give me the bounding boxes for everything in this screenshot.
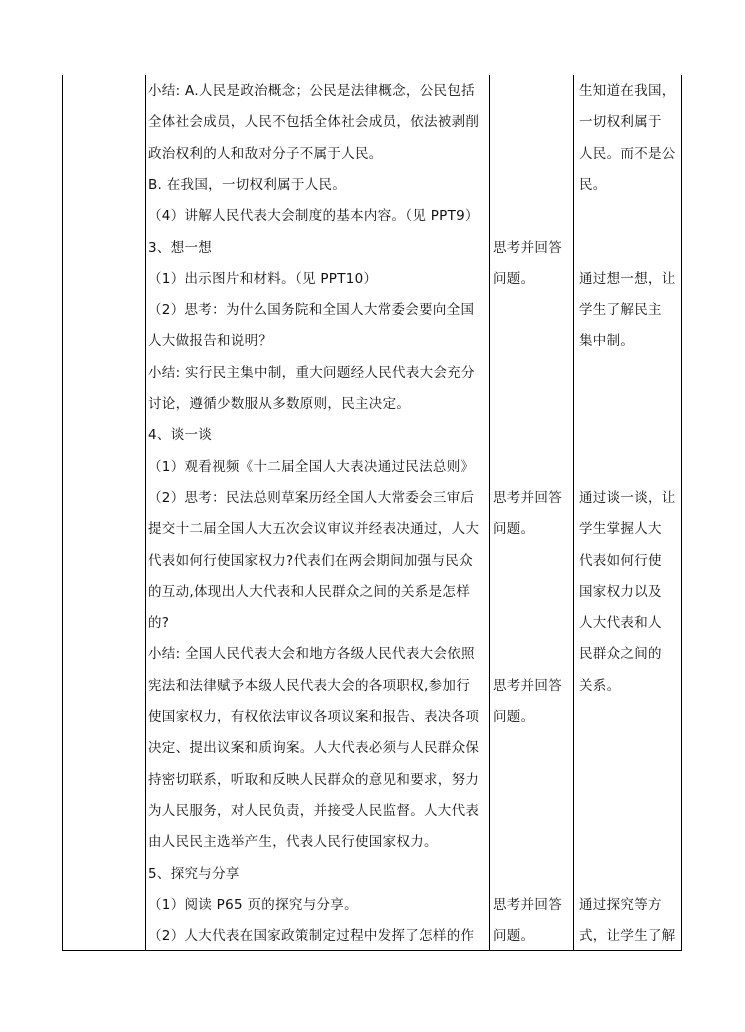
teacher-activity-line: 小结: 全国人民代表大会和地方各级人民代表大会依照 — [148, 646, 475, 663]
design-purpose-line: 国家权力以及 — [579, 583, 662, 600]
design-purpose-cell — [574, 75, 683, 950]
teacher-activity-line: （4）讲解人民代表大会制度的基本内容。（见 PPT9） — [148, 208, 479, 225]
teacher-activity-line: 为人民服务，对人民负责，并接受人民监督。人大代表 — [148, 802, 480, 819]
student-activity-line: 问题。 — [493, 270, 535, 287]
student-activity-line: 思考并回答 — [493, 489, 562, 506]
design-purpose-line: 生知道在我国， — [579, 83, 676, 99]
teacher-activity-line: 5、探究与分享 — [148, 865, 240, 882]
student-activity-line: 思考并回答 — [493, 896, 562, 913]
teacher-activity-line: 的? — [148, 615, 170, 632]
teacher-activity-line: （2）思考：民法总则草案历经全国人大常委会三审后 — [148, 489, 475, 506]
teacher-activity-line: （1）阅读 P65 页的探究与分享。 — [148, 896, 358, 913]
student-activity-cell — [490, 75, 573, 950]
teacher-activity-line: 宪法和法律赋予本级人民代表大会的各项职权,参加行 — [148, 677, 470, 694]
design-purpose-line: 通过探究等方 — [579, 896, 662, 913]
teacher-activity-line: B. 在我国，一切权利属于人民。 — [148, 176, 347, 193]
teacher-activity-line: 政治权利的人和敌对分子不属于人民。 — [148, 145, 383, 162]
teacher-activity-cell — [146, 75, 489, 950]
design-purpose-line: 集中制。 — [579, 333, 635, 350]
teacher-activity-line: 全体社会成员，人民不包括全体社会成员，依法被剥削 — [148, 114, 480, 131]
teacher-activity-line: 持密切联系，听取和反映人民群众的意见和要求，努力 — [148, 771, 480, 788]
stage-cell — [63, 75, 145, 950]
design-purpose-line: 通过想一想，让 — [579, 270, 676, 287]
teacher-activity-line: 3、想一想 — [148, 239, 213, 256]
teacher-activity-line: 决定、提出议案和质询案。人大代表必须与人民群众保 — [148, 740, 480, 757]
design-purpose-line: 人大代表和人 — [579, 615, 662, 632]
teacher-activity-line: 讨论，遵循少数服从多数原则，民主决定。 — [148, 396, 411, 412]
teacher-activity-line: 使国家权力，有权依法审议各项议案和报告、表决各项 — [148, 709, 480, 725]
design-purpose-line: 民。 — [579, 176, 607, 193]
design-purpose-line: 学生掌握人大 — [579, 521, 662, 538]
design-purpose-line: 人民。而不是公 — [579, 145, 676, 162]
design-purpose-line: 代表如何行使 — [579, 552, 662, 569]
teacher-activity-line: （1）观看视频《十二届全国人大表决通过民法总则》 — [148, 458, 475, 475]
teacher-activity-line: （2）人大代表在国家政策制定过程中发挥了怎样的作 — [148, 928, 475, 945]
teacher-activity-line: 小结: A.人民是政治概念；公民是法律概念，公民包括 — [148, 83, 475, 99]
design-purpose-line: 一切权利属于 — [579, 114, 662, 131]
teacher-activity-line: 4、谈一谈 — [148, 427, 213, 444]
student-activity-line: 问题。 — [493, 709, 535, 725]
student-activity-line: 问题。 — [493, 521, 535, 538]
teacher-activity-line: 代表如何行使国家权力?代表们在两会期间加强与民众 — [148, 552, 473, 569]
student-activity-line: 思考并回答 — [493, 239, 562, 256]
teacher-activity-line: （1）出示图片和材料。（见 PPT10） — [148, 270, 378, 287]
student-activity-line: 问题。 — [493, 928, 535, 945]
teacher-activity-line: （2）思考：为什么国务院和全国人大常委会要向全国 — [148, 302, 475, 319]
design-purpose-line: 学生了解民主 — [579, 302, 662, 319]
teacher-activity-line: 由人民民主选举产生，代表人民行使国家权力。 — [148, 834, 438, 851]
teacher-activity-line: 人大做报告和说明？ — [148, 333, 273, 350]
design-purpose-line: 关系。 — [579, 677, 621, 694]
design-purpose-line: 民群众之间的 — [579, 646, 662, 663]
design-purpose-line: 通过谈一谈，让 — [579, 489, 676, 506]
teacher-activity-line: 提交十二届全国人大五次会议审议并经表决通过，人大 — [148, 521, 480, 538]
design-purpose-line: 式，让学生了解 — [579, 928, 676, 945]
teacher-activity-line: 的互动,体现出人大代表和人民群众之间的关系是怎样 — [148, 583, 470, 600]
lesson-plan-table — [62, 75, 682, 951]
teacher-activity-line: 小结: 实行民主集中制，重大问题经人民代表大会充分 — [148, 364, 475, 381]
student-activity-line: 思考并回答 — [493, 677, 562, 694]
